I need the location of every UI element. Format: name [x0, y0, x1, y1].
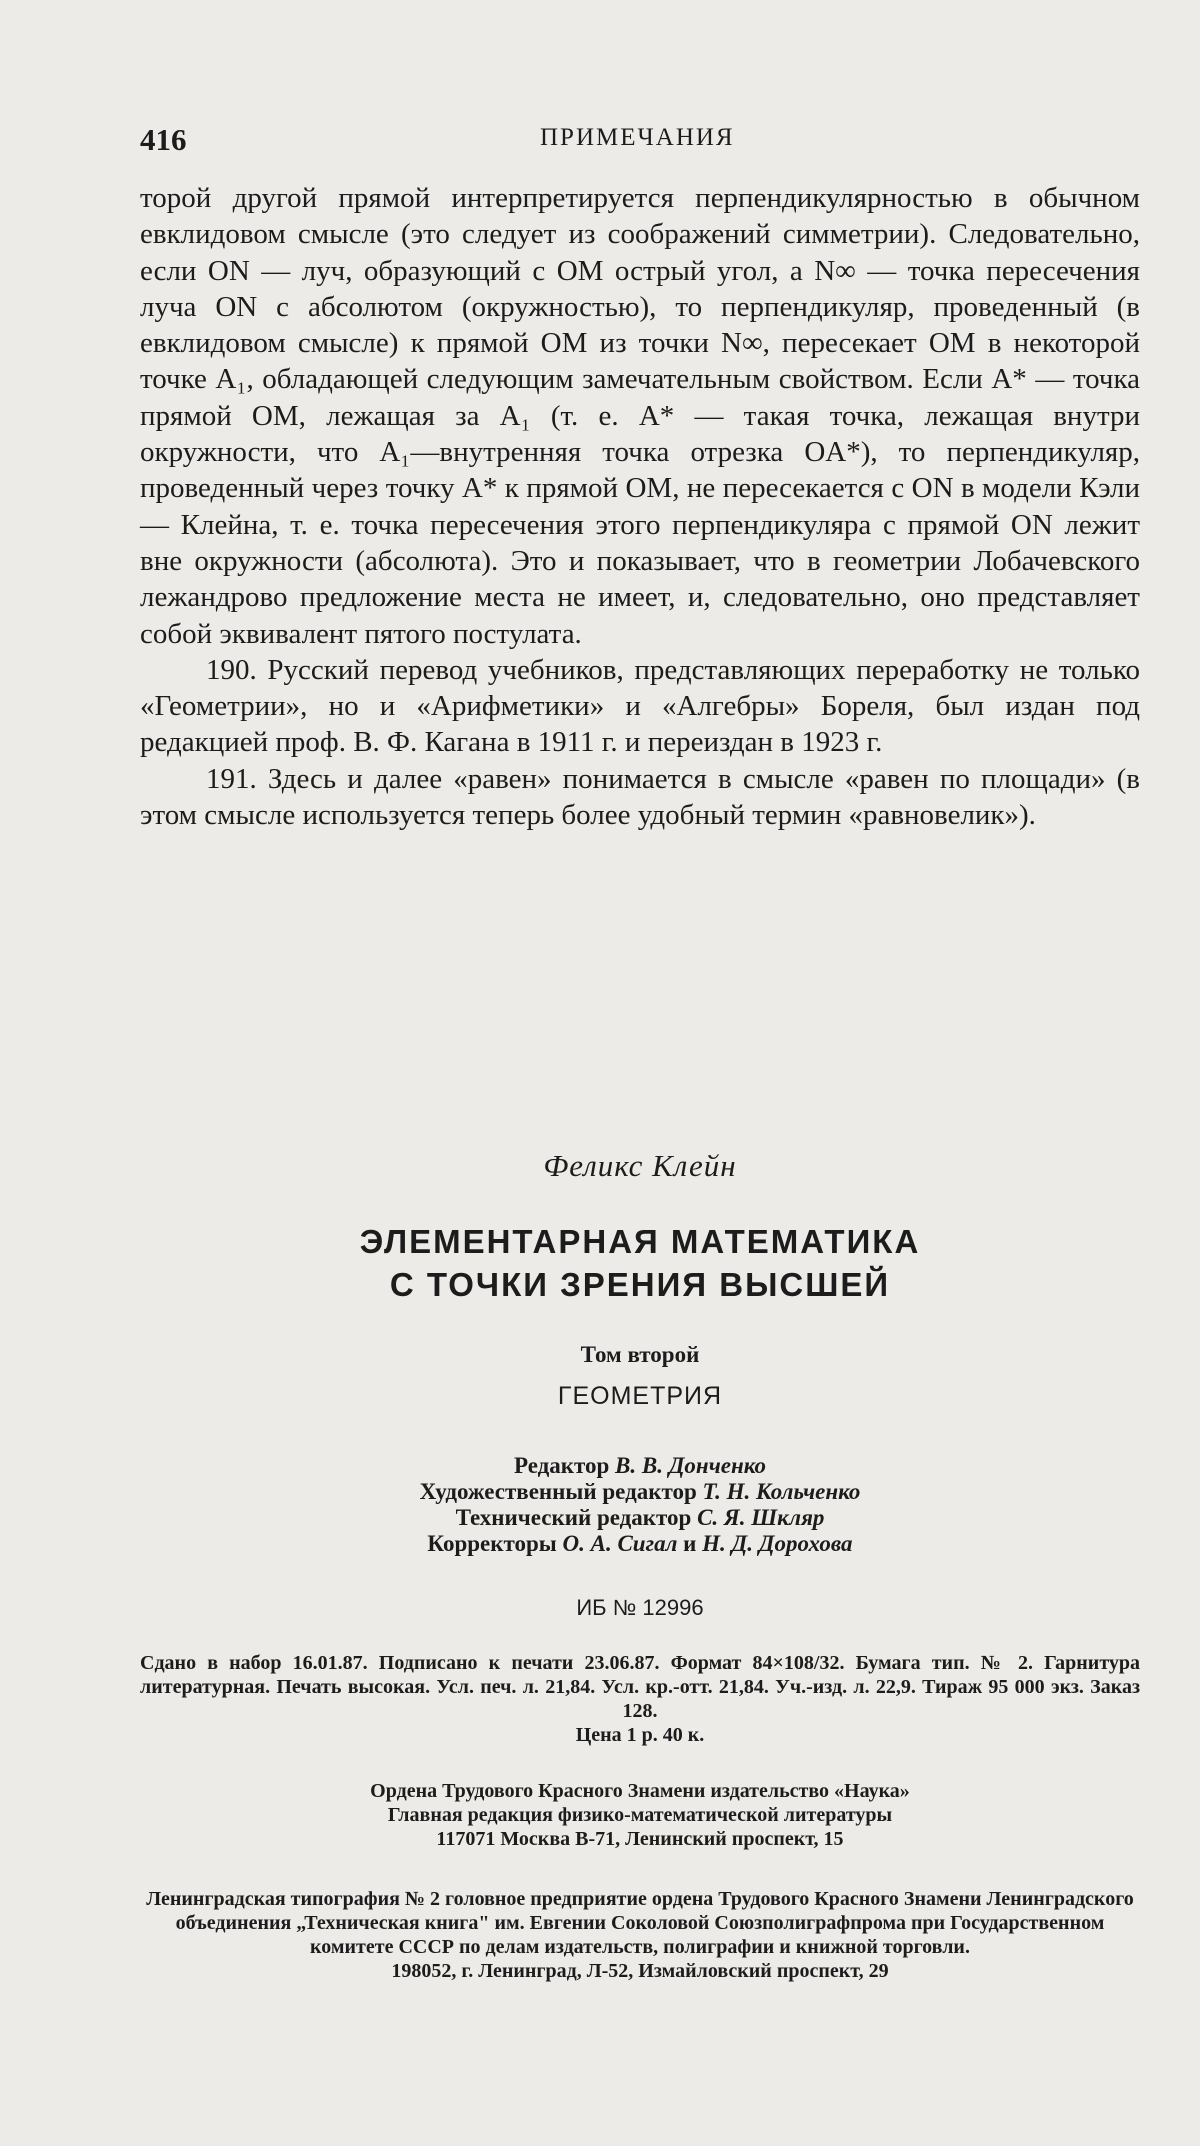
art-editor-role: Художественный редактор	[419, 1479, 697, 1504]
volume-label: Том второй	[580, 1342, 700, 1367]
volume-subject: ГЕОМЕТРИЯ	[557, 1382, 723, 1410]
colophon	[140, 1148, 1140, 1983]
print-specs: Сдано в набор 16.01.87. Подписано к печати 23.06.87. Формат 84×108/32. Бумага тип. № 2. Гарнитура литературная. Печать высокая. Усл. печ. л. 21,84. Усл. кр.-отт. 21,84. Уч.-изд. л. 22,9. Тираж 95 000 экз. Заказ 128.	[140, 1652, 1140, 1722]
printer-text: Ленинградская типография № 2 головное предприятие ордена Трудового Красного Знамени Ленинградского объединения „Техническая книга" им. Евгении Соколовой Союзполиграфпрома при Государственном комитете СССР по делам издательств, полиграфии и книжной торговли.	[146, 1888, 1134, 1958]
credits-block	[140, 1453, 1140, 1557]
continuation-paragraph: торой другой прямой интерпретируется перпендикулярностью в обычном евклидовом смысле (это следует из соображений симметрии). Следовательно, если ON — луч, образующий с OM острый угол, а N∞ — точка пересечения луча ON с абсолютом (окружностью), то перпендикуляр, проведенный (в евклидовом смысле) к прямой OM из точки N∞, пересекает OM в некоторой точке A₁, обладающей следующим замечательным свойством. Если A* — точка прямой OM, лежащая за A₁ (т. е. A* — такая точка, лежащая внутри окружности, что A₁—внутренняя точка отрезка OA*), то перпендикуляр, проведенный через точку A* к прямой OM, не пересекается с ON в модели Кэли — Клейна, т. е. точка пересечения этого перпендикуляра с прямой ON лежит вне окружности (абсолюта). Это и показывает, что в геометрии Лобачевского лежандрово предложение места не имеет, и, следовательно, оно представляет собой эквивалент пятого постулата.	[140, 182, 1140, 650]
proofreader-name-1: О. А. Сигал	[562, 1531, 678, 1556]
title-line-1: ЭЛЕМЕНТАРНАЯ МАТЕМАТИКА	[359, 1223, 921, 1260]
printer-address: 198052, г. Ленинград, Л-52, Измайловский проспект, 29	[391, 1960, 889, 1982]
page-number: 416	[140, 122, 187, 157]
author-name: Феликс Клейн	[543, 1148, 737, 1183]
publisher-address: 117071 Москва В-71, Ленинский проспект, 15	[436, 1828, 844, 1850]
publisher-line-2: Главная редакция физико-математической литературы	[387, 1804, 893, 1826]
ib-number: ИБ № 12996	[576, 1595, 704, 1620]
tech-editor-name: С. Я. Шкляр	[697, 1505, 825, 1530]
art-editor-name: Т. Н. Кольченко	[702, 1479, 861, 1504]
credit-art-editor	[140, 1479, 1140, 1505]
book-title	[140, 1220, 1140, 1306]
page-header	[140, 122, 1140, 162]
printer-block	[140, 1887, 1140, 1983]
proofreader-name-2: Н. Д. Дорохова	[702, 1531, 853, 1556]
running-head: ПРИМЕЧАНИЯ	[540, 124, 735, 151]
note-191: 191. Здесь и далее «равен» понимается в смысле «равен по площади» (в этом смысле используется теперь более удобный термин «равновелик»).	[140, 762, 1140, 832]
proofreaders-role: Корректоры	[427, 1531, 557, 1556]
note-190: 190. Русский перевод учебников, представляющих переработку не только «Геометрии», но и «Арифметики» и «Алгебры» Бореля, был издан под редакцией проф. В. Ф. Кагана в 1911 г. и переиздан в 1923 г.	[140, 653, 1140, 759]
notes-body	[140, 180, 1140, 833]
tech-editor-role: Технический редактор	[455, 1505, 692, 1530]
title-line-2: С ТОЧКИ ЗРЕНИЯ ВЫСШЕЙ	[389, 1266, 891, 1303]
proofreaders-and: и	[683, 1531, 697, 1556]
publisher-line-1: Ордена Трудового Красного Знамени издательство «Наука»	[370, 1780, 910, 1802]
editor-name: В. В. Донченко	[615, 1453, 767, 1478]
publisher-block	[140, 1779, 1140, 1851]
print-data	[140, 1651, 1140, 1747]
price: Цена 1 р. 40 к.	[575, 1724, 705, 1746]
credit-editor	[140, 1453, 1140, 1479]
credit-tech-editor	[140, 1505, 1140, 1531]
credit-proofreaders	[140, 1531, 1140, 1557]
editor-role: Редактор	[513, 1453, 610, 1478]
